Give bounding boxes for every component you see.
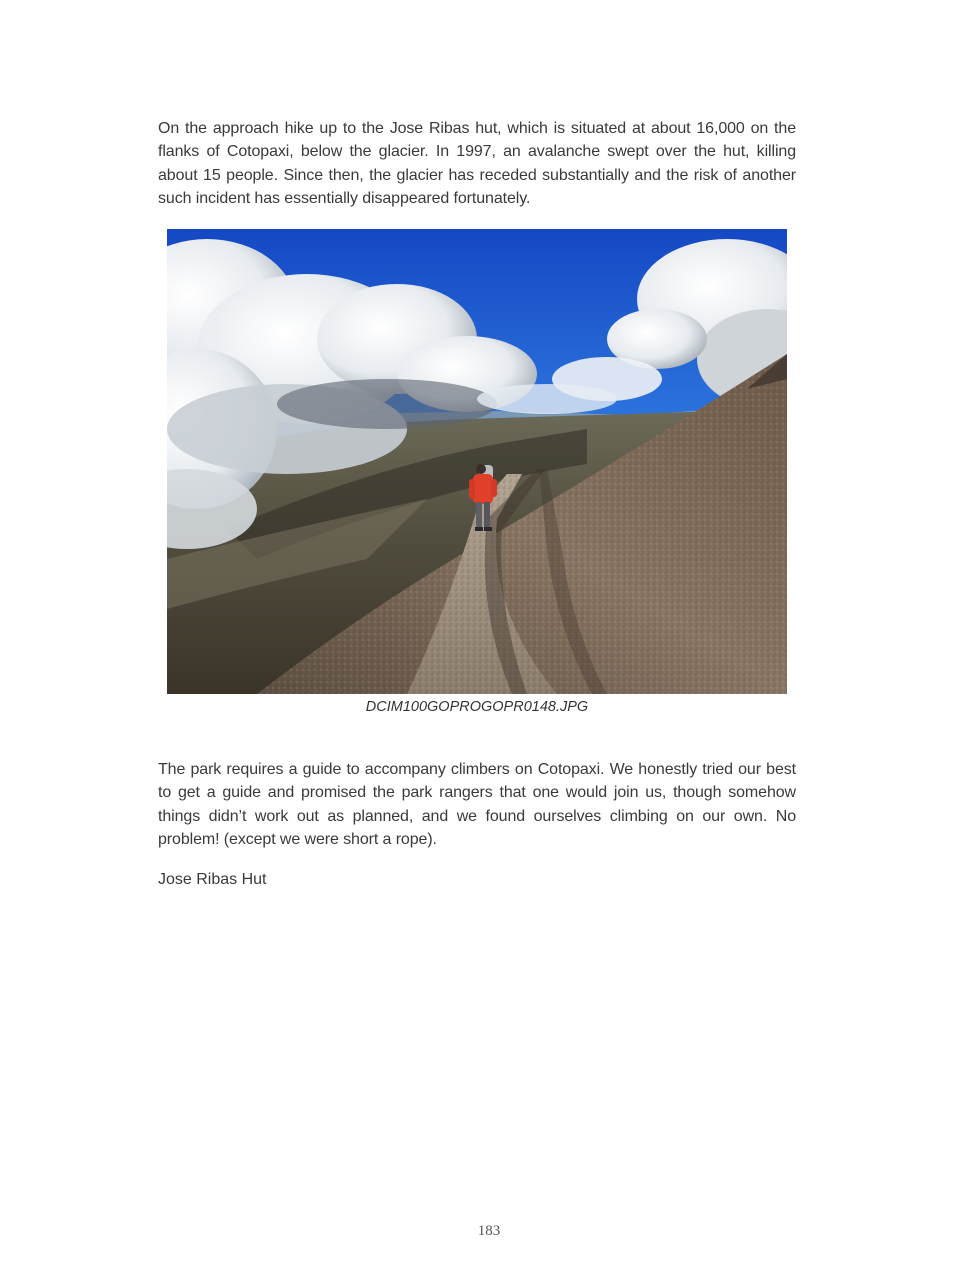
- section-heading: Jose Ribas Hut: [158, 871, 267, 888]
- page-number: 183: [477, 1223, 501, 1239]
- body-paragraph-1: On the approach hike up to the Jose Ribas hut, which is situated at about 16,000 on the flanks of Cotopaxi, below the glacier. In 1997, an avalanche swept over the hut, killing about 15 people. Since then, the glacier has receded substantially and the risk of another such incident has essentially disappeared fortunately.: [158, 120, 796, 207]
- body-paragraph-2: The park requires a guide to accompany climbers on Cotopaxi. We honestly tried our best to get a guide and promised the park rangers that one would join us, though somehow things didn’t work out as planned, and we found ourselves climbing on our own. No problem! (except we were short a rope).: [158, 761, 796, 848]
- figure-caption: DCIM100GOPROGOPR0148.JPG: [365, 699, 589, 715]
- mountain-trail-photo: [167, 229, 787, 694]
